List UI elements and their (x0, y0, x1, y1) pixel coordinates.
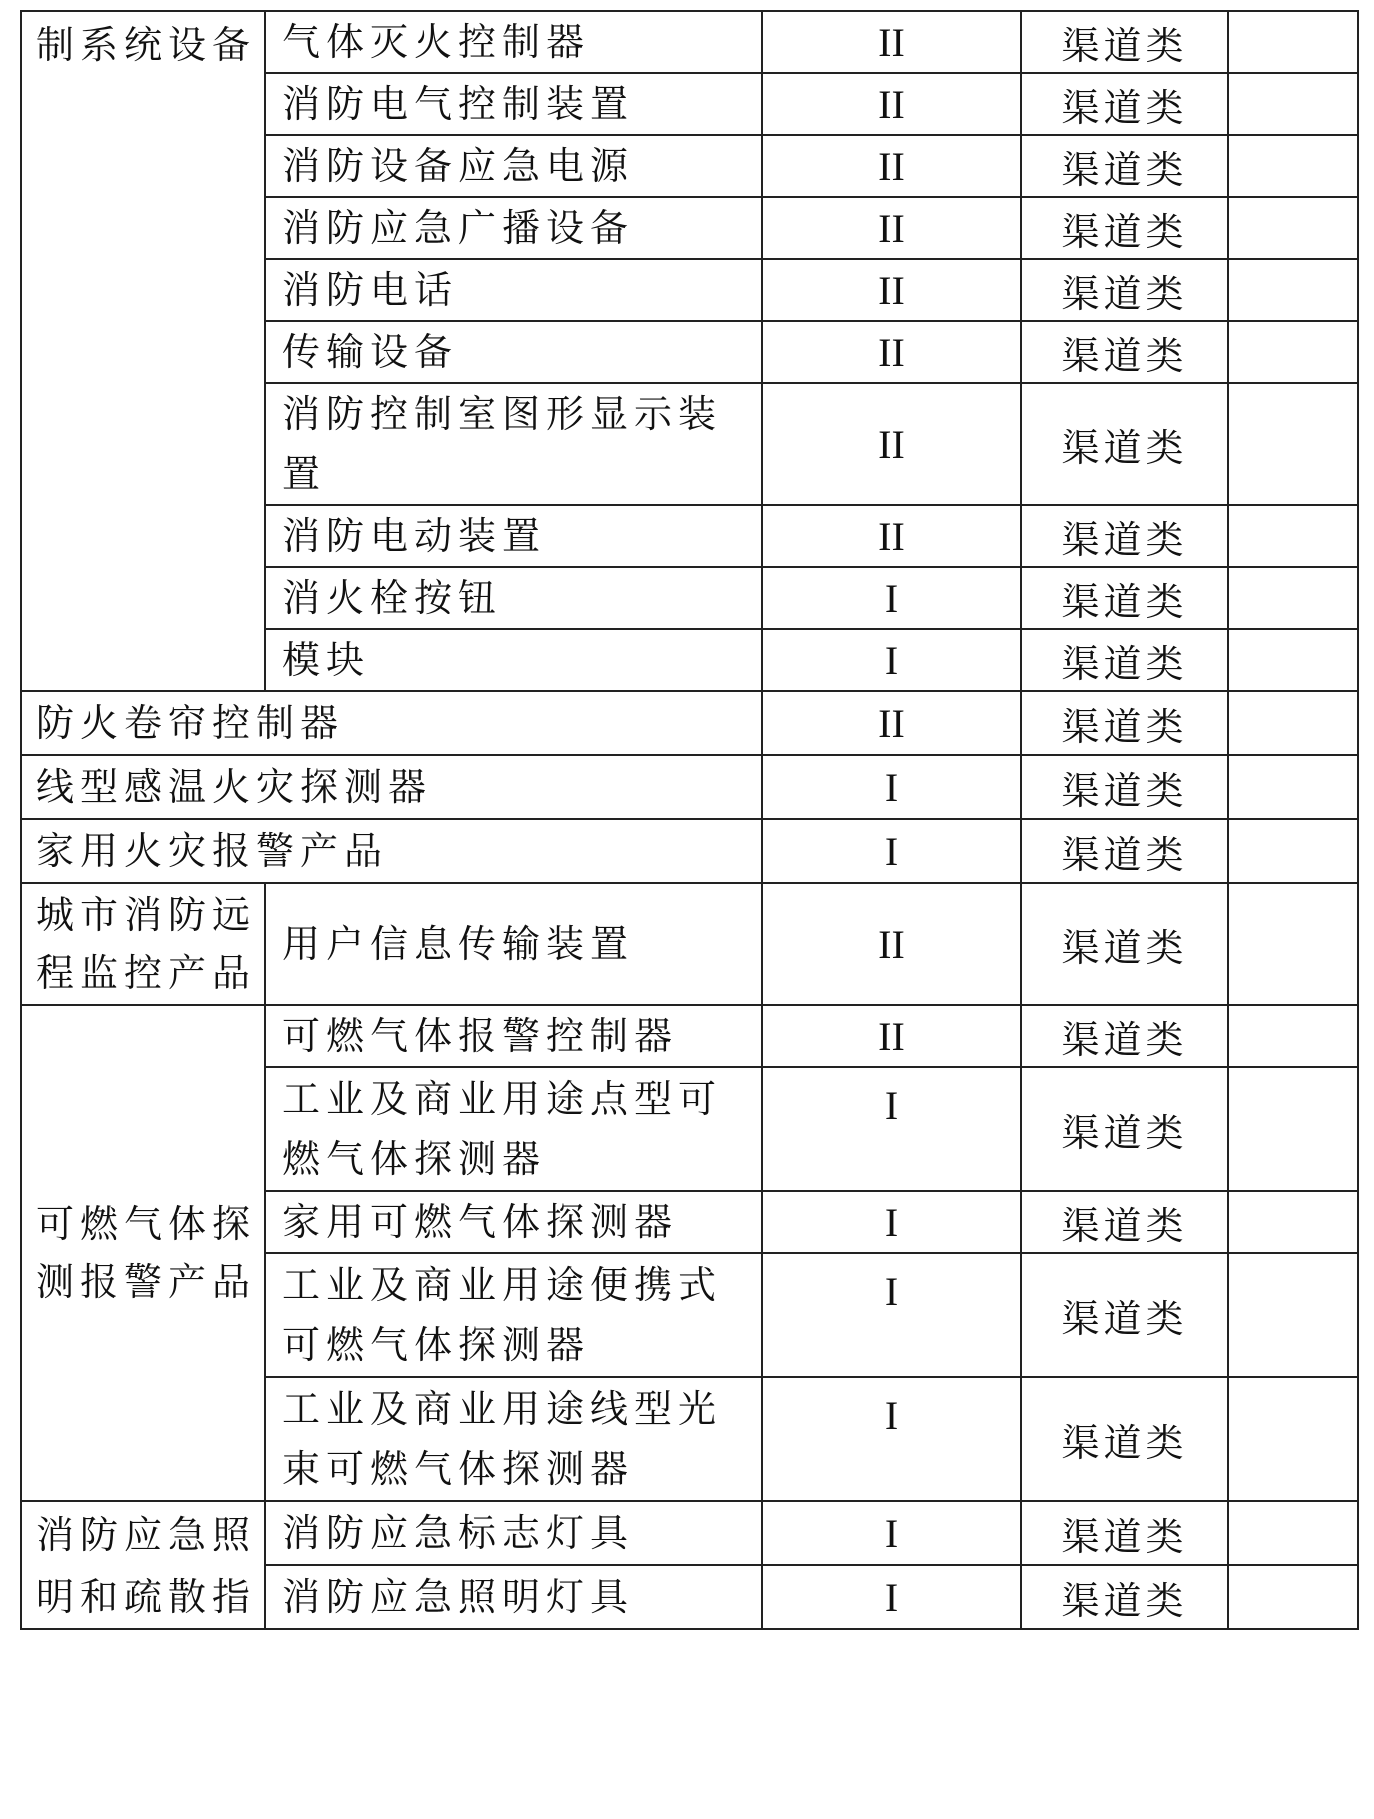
product-name: 消防电动装置 (265, 505, 762, 567)
channel-cell: 渠道类 (1021, 567, 1228, 629)
channel-cell: 渠道类 (1021, 11, 1228, 73)
channel-cell: 渠道类 (1021, 383, 1228, 505)
table-row (21, 1005, 1358, 1067)
note-cell (1228, 383, 1358, 505)
level-cell: II (762, 197, 1021, 259)
level-cell: II (762, 383, 1021, 505)
channel-cell: 渠道类 (1021, 1067, 1228, 1191)
table-row (21, 883, 1358, 1005)
product-name: 家用可燃气体探测器 (265, 1191, 762, 1253)
note-cell (1228, 755, 1358, 819)
note-cell (1228, 691, 1358, 755)
note-cell (1228, 819, 1358, 883)
note-cell (1228, 11, 1358, 73)
level-cell: I (762, 1565, 1021, 1629)
level-cell: I (762, 1067, 1021, 1191)
channel-cell: 渠道类 (1021, 321, 1228, 383)
channel-cell: 渠道类 (1021, 691, 1228, 755)
note-cell (1228, 1067, 1358, 1191)
level-cell: I (762, 1253, 1021, 1377)
channel-cell: 渠道类 (1021, 1501, 1228, 1565)
channel-cell: 渠道类 (1021, 1005, 1228, 1067)
product-name: 消防电话 (265, 259, 762, 321)
product-name: 消防应急广播设备 (265, 197, 762, 259)
note-cell (1228, 135, 1358, 197)
channel-cell: 渠道类 (1021, 259, 1228, 321)
note-cell (1228, 1377, 1358, 1501)
note-cell (1228, 505, 1358, 567)
level-cell: II (762, 1005, 1021, 1067)
note-cell (1228, 567, 1358, 629)
product-name: 消防应急照明灯具 (265, 1565, 762, 1629)
level-cell: II (762, 691, 1021, 755)
level-cell: I (762, 1501, 1021, 1565)
table-row (21, 755, 1358, 819)
level-cell: I (762, 629, 1021, 691)
channel-cell: 渠道类 (1021, 755, 1228, 819)
product-name: 防火卷帘控制器 (21, 691, 762, 755)
table-row (21, 11, 1358, 73)
level-cell: II (762, 883, 1021, 1005)
product-name: 工业及商业用途线型光束可燃气体探测器 (265, 1377, 762, 1501)
product-name: 消防设备应急电源 (265, 135, 762, 197)
level-cell: II (762, 11, 1021, 73)
level-cell: II (762, 135, 1021, 197)
category-cell: 制系统设备 (21, 11, 265, 691)
channel-cell: 渠道类 (1021, 629, 1228, 691)
category-cell: 消防应急照明和疏散指 (21, 1501, 265, 1629)
note-cell (1228, 1253, 1358, 1377)
product-table (20, 10, 1359, 1630)
level-cell: II (762, 73, 1021, 135)
product-name: 工业及商业用途点型可燃气体探测器 (265, 1067, 762, 1191)
channel-cell: 渠道类 (1021, 197, 1228, 259)
category-cell: 可燃气体探测报警产品 (21, 1005, 265, 1501)
channel-cell: 渠道类 (1021, 1377, 1228, 1501)
note-cell (1228, 321, 1358, 383)
level-cell: I (762, 1377, 1021, 1501)
channel-cell: 渠道类 (1021, 883, 1228, 1005)
level-cell: I (762, 567, 1021, 629)
product-name: 气体灭火控制器 (265, 11, 762, 73)
note-cell (1228, 1565, 1358, 1629)
note-cell (1228, 197, 1358, 259)
table-row (21, 819, 1358, 883)
channel-cell: 渠道类 (1021, 819, 1228, 883)
level-cell: II (762, 505, 1021, 567)
category-cell: 城市消防远程监控产品 (21, 883, 265, 1005)
channel-cell: 渠道类 (1021, 1191, 1228, 1253)
note-cell (1228, 1191, 1358, 1253)
level-cell: II (762, 321, 1021, 383)
product-name: 传输设备 (265, 321, 762, 383)
note-cell (1228, 1501, 1358, 1565)
level-cell: I (762, 1191, 1021, 1253)
note-cell (1228, 259, 1358, 321)
product-name: 模块 (265, 629, 762, 691)
note-cell (1228, 883, 1358, 1005)
product-name: 消防应急标志灯具 (265, 1501, 762, 1565)
table-row (21, 691, 1358, 755)
channel-cell: 渠道类 (1021, 135, 1228, 197)
product-name: 家用火灾报警产品 (21, 819, 762, 883)
channel-cell: 渠道类 (1021, 505, 1228, 567)
level-cell: I (762, 755, 1021, 819)
channel-cell: 渠道类 (1021, 1565, 1228, 1629)
level-cell: II (762, 259, 1021, 321)
product-name: 消火栓按钮 (265, 567, 762, 629)
channel-cell: 渠道类 (1021, 73, 1228, 135)
table-row (21, 1501, 1358, 1565)
product-name: 工业及商业用途便携式可燃气体探测器 (265, 1253, 762, 1377)
product-name: 线型感温火灾探测器 (21, 755, 762, 819)
product-name: 用户信息传输装置 (265, 883, 762, 1005)
product-name: 消防电气控制装置 (265, 73, 762, 135)
product-name: 消防控制室图形显示装置 (265, 383, 762, 505)
note-cell (1228, 629, 1358, 691)
note-cell (1228, 1005, 1358, 1067)
product-name: 可燃气体报警控制器 (265, 1005, 762, 1067)
level-cell: I (762, 819, 1021, 883)
channel-cell: 渠道类 (1021, 1253, 1228, 1377)
note-cell (1228, 73, 1358, 135)
